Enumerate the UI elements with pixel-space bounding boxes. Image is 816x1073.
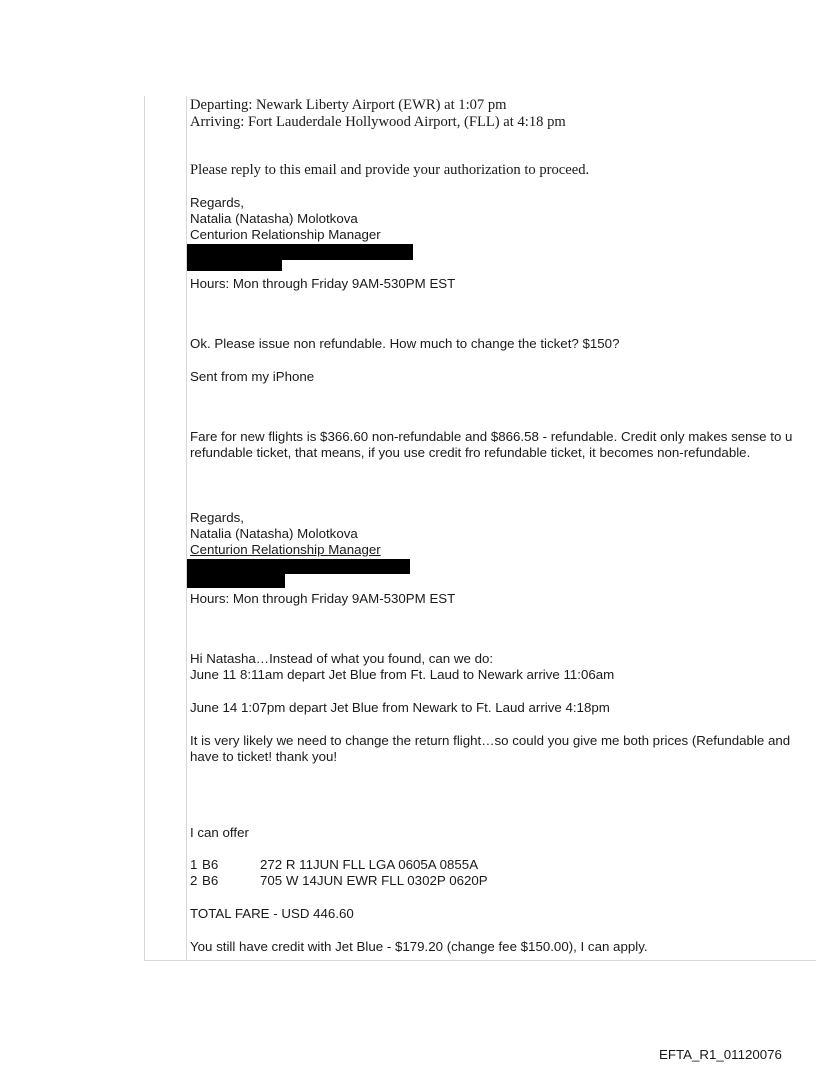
- segment-detail: 705 W 14JUN EWR FLL 0302P 0620P: [260, 873, 488, 888]
- signature2-name: Natalia (Natasha) Molotkova: [190, 526, 358, 541]
- redaction-box: [187, 258, 282, 271]
- reply2-line5: have to ticket! thank you!: [190, 749, 338, 764]
- offer-total-fare: TOTAL FARE - USD 446.60: [190, 906, 354, 921]
- itinerary-arriving: Arriving: Fort Lauderdale Hollywood Airport, (FLL) at 4:18 pm: [190, 114, 566, 130]
- offer-credit-note: You still have credit with Jet Blue - $179.20 (change fee $150.00), I can apply.: [190, 939, 648, 954]
- redaction-box: [187, 572, 285, 588]
- segment-detail: 272 R 11JUN FLL LGA 0605A 0855A: [260, 857, 479, 872]
- signature1-title: Centurion Relationship Manager: [190, 227, 381, 242]
- signature2-hours: Hours: Mon through Friday 9AM-530PM EST: [190, 591, 456, 606]
- thread-frame-bottom: [144, 960, 816, 961]
- reply1-body: Ok. Please issue non refundable. How much to change the ticket? $150?: [190, 336, 620, 351]
- segment-number: 1: [190, 857, 198, 872]
- thread-frame-left-outer: [144, 96, 145, 960]
- fare-message-line2: refundable ticket, that means, if you use credit fro refundable ticket, it becomes non-refundable.: [190, 445, 751, 460]
- segment-carrier: B6: [202, 857, 219, 872]
- fare-message-line1: Fare for new flights is $366.60 non-refundable and $866.58 - refundable. Credit only makes sense to u: [190, 429, 793, 444]
- signature1-name: Natalia (Natasha) Molotkova: [190, 211, 358, 226]
- reply2-line1: Hi Natasha…Instead of what you found, can we do:: [190, 651, 494, 666]
- reply1-sent-from: Sent from my iPhone: [190, 369, 315, 384]
- itinerary-departing: Departing: Newark Liberty Airport (EWR) at 1:07 pm: [190, 97, 507, 113]
- flight-segment-row: [190, 857, 478, 873]
- reply2-line3: June 14 1:07pm depart Jet Blue from Newark to Ft. Laud arrive 4:18pm: [190, 700, 610, 715]
- segment-number: 2: [190, 873, 198, 888]
- signature2-title: Centurion Relationship Manager: [190, 542, 381, 557]
- segment-carrier: B6: [202, 873, 219, 888]
- offer-intro: I can offer: [190, 825, 249, 840]
- thread-frame-left-inner: [186, 96, 187, 960]
- signature1-hours: Hours: Mon through Friday 9AM-530PM EST: [190, 276, 456, 291]
- signature2-regards: Regards,: [190, 510, 244, 525]
- document-id: EFTA_R1_01120076: [659, 1047, 782, 1062]
- authorization-request: Please reply to this email and provide your authorization to proceed.: [190, 162, 590, 178]
- flight-segment-row: [190, 873, 488, 889]
- reply2-line4: It is very likely we need to change the return flight…so could you give me both prices (Refundable and: [190, 733, 791, 748]
- reply2-line2: June 11 8:11am depart Jet Blue from Ft. Laud to Newark arrive 11:06am: [190, 667, 615, 682]
- signature1-regards: Regards,: [190, 195, 244, 210]
